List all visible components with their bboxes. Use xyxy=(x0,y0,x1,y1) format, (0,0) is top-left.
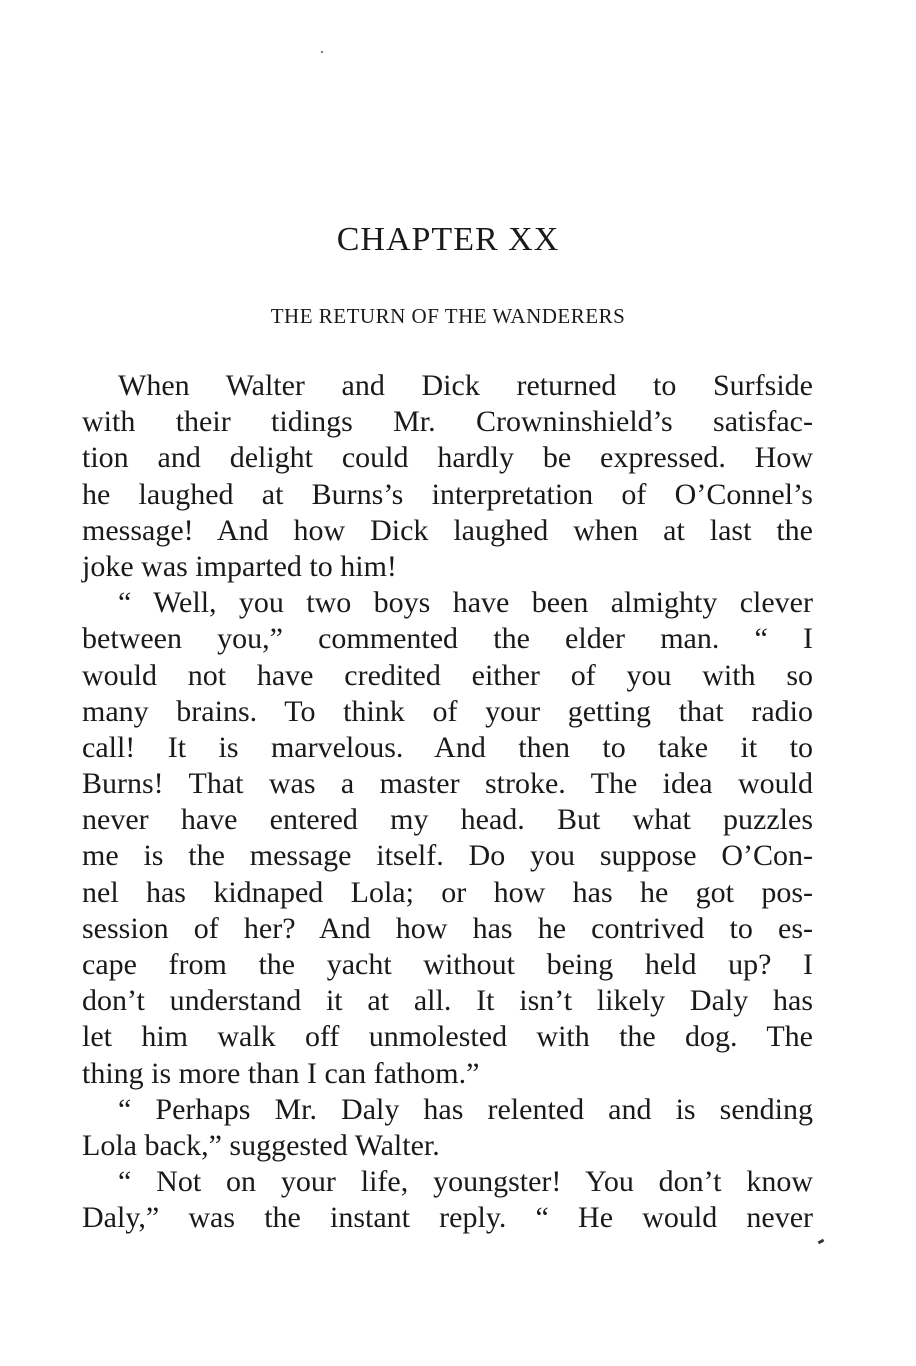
text-line: never have entered my head. But what puzzles xyxy=(82,803,813,837)
text-line: with their tidings Mr. Crowninshield’s satisfac- xyxy=(82,405,813,439)
text-line: Burns! That was a master stroke. The idea would xyxy=(82,767,813,801)
text-line: When Walter and Dick returned to Surfside xyxy=(118,369,813,402)
text-line: Lola back,” suggested Walter. xyxy=(82,1128,440,1162)
text-line: “ Perhaps Mr. Daly has relented and is sending xyxy=(118,1092,813,1126)
text-line: joke was imparted to him! xyxy=(82,549,397,583)
text-line: session of her? And how has he contrived to es- xyxy=(82,911,813,945)
text-line: “ Not on your life, youngster! You don’t know xyxy=(118,1165,813,1199)
text-line: message! And how Dick laughed when at last the xyxy=(82,513,813,547)
text-line: cape from the yacht without being held up? I xyxy=(82,948,813,981)
body-text xyxy=(82,368,813,1237)
print-mark xyxy=(818,1239,825,1245)
text-line: nel has kidnaped Lola; or how has he got pos- xyxy=(82,875,813,909)
text-line: call! It is marvelous. And then to take it to xyxy=(82,730,813,764)
text-line: let him walk off unmolested with the dog. The xyxy=(82,1020,813,1054)
text-line: many brains. To think of your getting that radio xyxy=(82,694,813,728)
text-line: he laughed at Burns’s interpretation of O’Connel’s xyxy=(82,477,813,511)
print-speck xyxy=(321,51,323,53)
text-line: between you,” commented the elder man. “ I xyxy=(82,622,813,656)
text-line: “ Well, you two boys have been almighty clever xyxy=(118,586,813,620)
chapter-subtitle: THE RETURN OF THE WANDERERS xyxy=(270,304,626,328)
text-line: thing is more than I can fathom.” xyxy=(82,1056,480,1090)
text-line: me is the message itself. Do you suppose O’Con- xyxy=(82,839,813,873)
chapter-title: CHAPTER XX xyxy=(336,221,560,258)
text-line: don’t understand it at all. It isn’t likely Daly has xyxy=(82,984,813,1018)
text-line: would not have credited either of you with so xyxy=(82,658,813,692)
text-line: tion and delight could hardly be expressed. How xyxy=(82,441,813,475)
text-line: Daly,” was the instant reply. “ He would never xyxy=(82,1201,813,1235)
